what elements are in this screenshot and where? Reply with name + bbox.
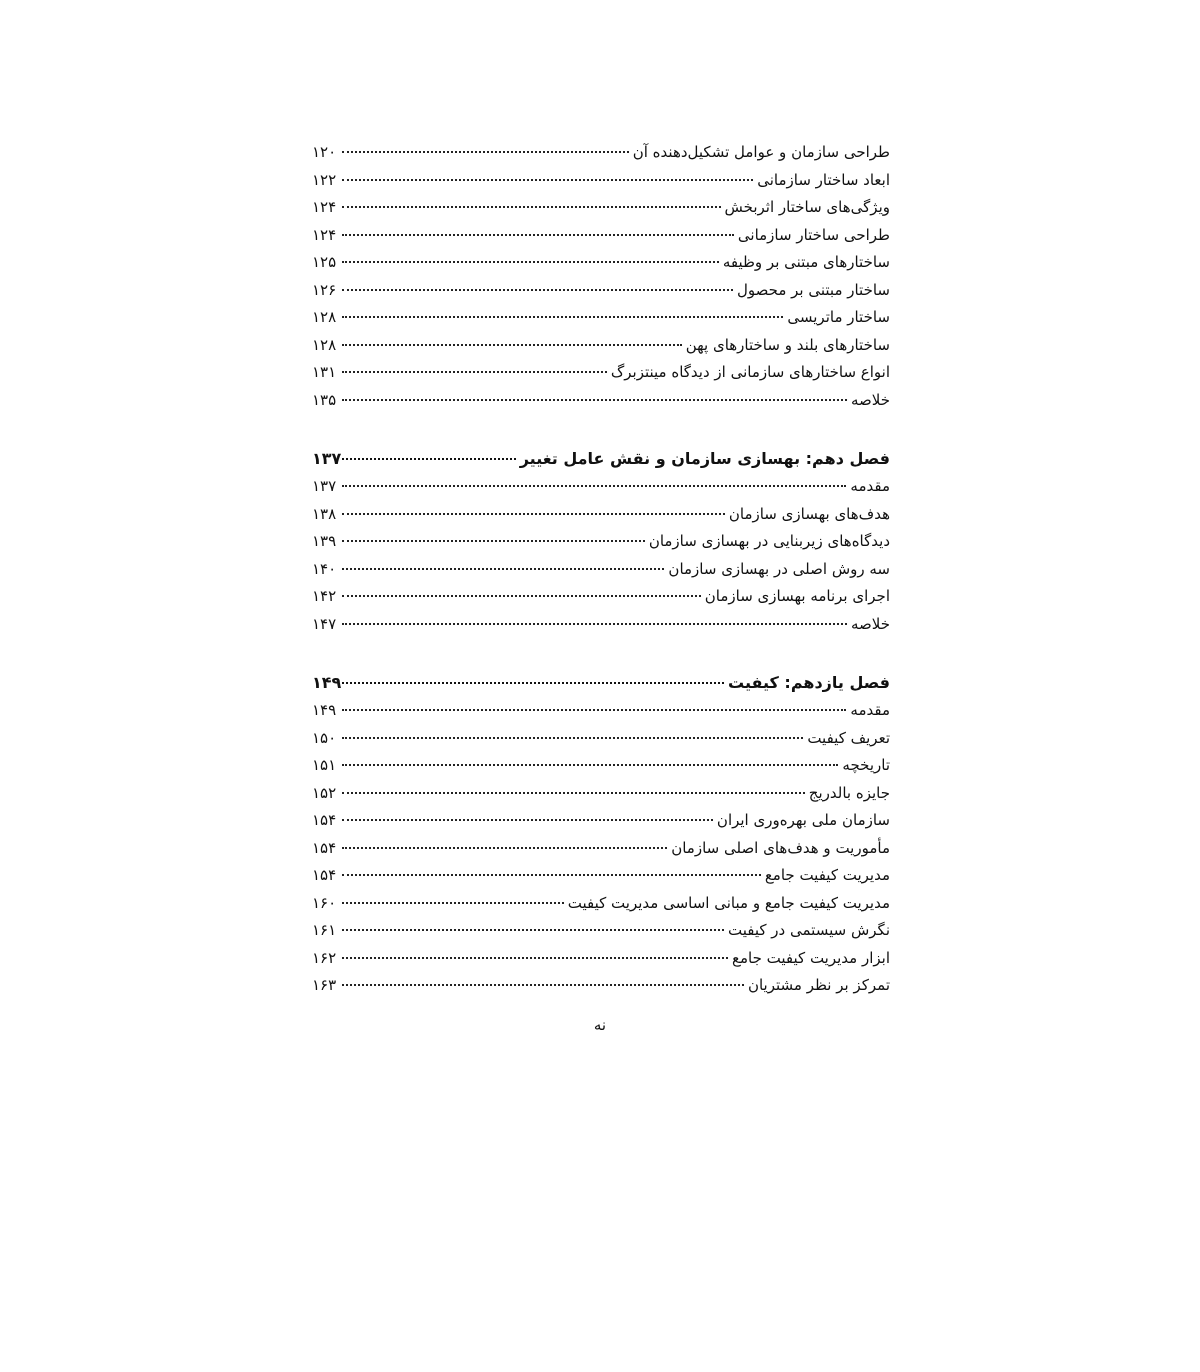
toc-entry[interactable] — [312, 304, 890, 332]
entry-page-number: ۱۲۸ — [312, 308, 337, 326]
table-of-contents — [312, 139, 890, 1000]
entry-page-number: ۱۵۲ — [312, 783, 337, 802]
dot-leader — [342, 929, 724, 931]
toc-entry[interactable] — [312, 556, 890, 584]
chapter-page-number: ۱۳۷ — [312, 449, 342, 468]
entry-page-number: ۱۶۲ — [312, 948, 337, 967]
toc-entry[interactable] — [312, 862, 890, 890]
entry-title: ابزار مدیریت کیفیت جامع — [732, 948, 890, 967]
dot-leader — [342, 847, 667, 849]
toc-entry[interactable] — [312, 139, 890, 167]
dot-leader — [342, 289, 733, 291]
entry-title: ابعاد ساختار سازمانی — [757, 170, 890, 189]
entry-page-number: ۱۵۴ — [312, 838, 337, 857]
toc-entry[interactable] — [312, 583, 890, 611]
entry-title: مدیریت کیفیت جامع — [764, 866, 890, 884]
entry-title: مقدمه — [850, 477, 890, 495]
toc-entry[interactable] — [312, 725, 890, 753]
entry-title: مدیریت کیفیت جامع و مبانی اساسی مدیریت کیفیت — [567, 893, 890, 912]
entry-title: تمرکز بر نظر مشتریان — [747, 976, 890, 994]
entry-page-number: ۱۲۰ — [312, 143, 337, 161]
entry-page-number: ۱۲۵ — [312, 253, 337, 271]
entry-title: طراحی ساختار سازمانی — [737, 225, 890, 244]
chapter-heading[interactable] — [312, 668, 890, 697]
toc-section — [312, 444, 890, 638]
dot-leader — [342, 623, 847, 625]
entry-title: ویژگی‌های ساختار اثربخش — [724, 198, 890, 216]
toc-entry[interactable] — [312, 917, 890, 945]
entry-title: تاریخچه — [842, 756, 890, 774]
dot-leader — [342, 792, 805, 794]
entry-page-number: ۱۲۸ — [312, 335, 337, 354]
entry-title: مأموریت و هدف‌های اصلی سازمان — [671, 838, 890, 857]
entry-title: نگرش سیستمی در کیفیت — [728, 921, 890, 939]
entry-title: ساختار ماتریسی — [787, 308, 890, 326]
toc-entry[interactable] — [312, 222, 890, 250]
entry-page-number: ۱۵۴ — [312, 811, 337, 829]
dot-leader — [342, 682, 724, 684]
entry-page-number: ۱۲۴ — [312, 225, 337, 244]
entry-title: سازمان ملی بهره‌وری ایران — [716, 811, 890, 829]
dot-leader — [342, 179, 753, 181]
entry-page-number: ۱۵۱ — [312, 756, 337, 774]
entry-page-number: ۱۴۷ — [312, 614, 337, 633]
dot-leader — [342, 984, 744, 986]
dot-leader — [342, 540, 645, 542]
toc-entry[interactable] — [312, 890, 890, 918]
toc-entry[interactable] — [312, 501, 890, 529]
toc-entry[interactable] — [312, 359, 890, 387]
entry-page-number: ۱۳۵ — [312, 390, 337, 409]
dot-leader — [342, 902, 564, 904]
toc-entry[interactable] — [312, 835, 890, 863]
entry-page-number: ۱۲۲ — [312, 170, 337, 189]
entry-page-number: ۱۶۰ — [312, 893, 337, 912]
entry-title: انواع ساختارهای سازمانی از دیدگاه مینتزبرگ — [610, 363, 890, 381]
entry-page-number: ۱۳۱ — [312, 363, 337, 381]
dot-leader — [342, 261, 719, 263]
dot-leader — [342, 595, 701, 597]
dot-leader — [342, 206, 721, 208]
entry-title: ساختار مبتنی بر محصول — [737, 280, 890, 299]
toc-entry[interactable] — [312, 697, 890, 725]
dot-leader — [342, 485, 846, 487]
toc-entry[interactable] — [312, 752, 890, 780]
entry-page-number: ۱۶۳ — [312, 976, 337, 994]
dot-leader — [342, 957, 728, 959]
entry-title: جایزه بالدریج — [808, 783, 890, 802]
toc-entry[interactable] — [312, 387, 890, 415]
toc-entry[interactable] — [312, 194, 890, 222]
dot-leader — [342, 344, 682, 346]
dot-leader — [342, 458, 516, 460]
entry-title: ساختارهای بلند و ساختارهای پهن — [685, 335, 890, 354]
entry-title: خلاصه — [850, 614, 890, 633]
entry-title: طراحی سازمان و عوامل تشکیل‌دهنده آن — [632, 143, 890, 161]
entry-page-number: ۱۳۹ — [312, 532, 337, 550]
dot-leader — [342, 819, 713, 821]
dot-leader — [342, 151, 629, 153]
page-number: نه — [593, 1016, 607, 1034]
entry-page-number: ۱۴۹ — [312, 701, 337, 719]
toc-entry[interactable] — [312, 780, 890, 808]
entry-page-number: ۱۴۰ — [312, 559, 337, 578]
dot-leader — [342, 764, 838, 766]
dot-leader — [342, 316, 783, 318]
dot-leader — [342, 234, 734, 236]
toc-entry[interactable] — [312, 277, 890, 305]
chapter-title: فصل دهم: بهسازی سازمان و نقش عامل تغییر — [519, 449, 890, 468]
toc-entry[interactable] — [312, 972, 890, 1000]
dot-leader — [342, 513, 725, 515]
chapter-title: فصل یازدهم: کیفیت — [728, 673, 890, 692]
entry-title: ساختارهای مبتنی بر وظیفه — [722, 253, 890, 271]
entry-page-number: ۱۳۷ — [312, 477, 337, 495]
entry-title: سه روش اصلی در بهسازی سازمان — [668, 559, 890, 578]
entry-page-number: ۱۶۱ — [312, 921, 337, 939]
entry-page-number: ۱۲۶ — [312, 280, 337, 299]
toc-entry[interactable] — [312, 249, 890, 277]
entry-page-number: ۱۴۲ — [312, 587, 337, 605]
chapter-heading[interactable] — [312, 444, 890, 473]
dot-leader — [342, 568, 664, 570]
dot-leader — [342, 874, 761, 876]
toc-entry[interactable] — [312, 611, 890, 639]
toc-entry[interactable] — [312, 807, 890, 835]
toc-entry[interactable] — [312, 332, 890, 360]
toc-entry[interactable] — [312, 945, 890, 973]
entry-title: خلاصه — [850, 390, 890, 409]
toc-entry[interactable] — [312, 528, 890, 556]
entry-page-number: ۱۳۸ — [312, 504, 337, 523]
dot-leader — [342, 737, 803, 739]
toc-section — [312, 668, 890, 1000]
toc-section — [312, 139, 890, 414]
dot-leader — [342, 709, 846, 711]
entry-title: دیدگاه‌های زیربنایی در بهسازی سازمان — [648, 532, 890, 550]
entry-title: مقدمه — [850, 701, 890, 719]
entry-title: هدف‌های بهسازی سازمان — [728, 504, 890, 523]
entry-page-number: ۱۲۴ — [312, 198, 337, 216]
entry-title: تعریف کیفیت — [807, 728, 890, 747]
toc-entry[interactable] — [312, 167, 890, 195]
entry-page-number: ۱۵۰ — [312, 728, 337, 747]
entry-title: اجرای برنامه بهسازی سازمان — [704, 587, 890, 605]
dot-leader — [342, 399, 847, 401]
chapter-page-number: ۱۴۹ — [312, 673, 342, 692]
entry-page-number: ۱۵۴ — [312, 866, 337, 884]
toc-entry[interactable] — [312, 473, 890, 501]
dot-leader — [342, 371, 607, 373]
